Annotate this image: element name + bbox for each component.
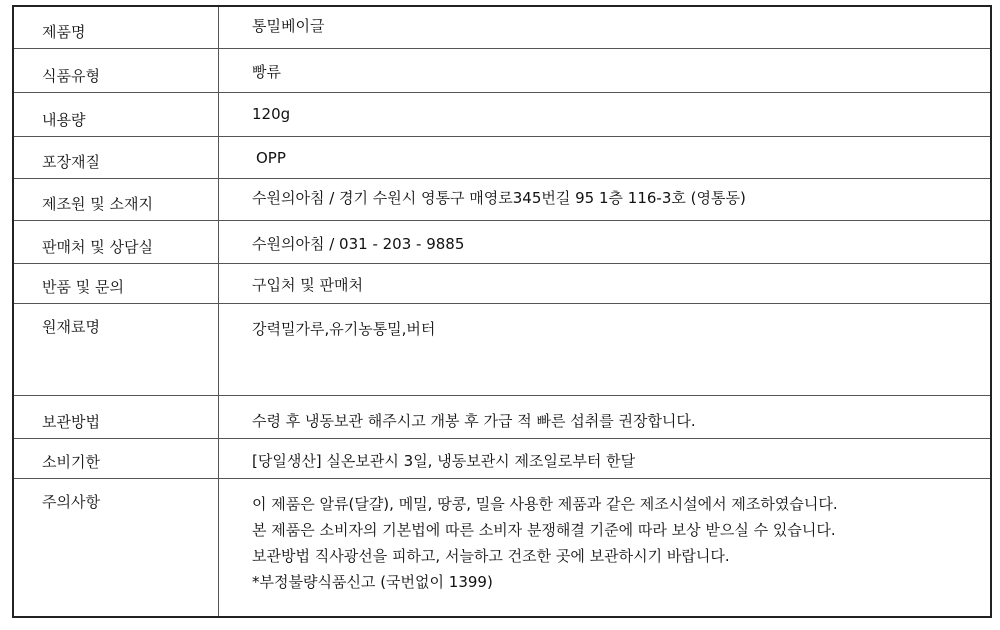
value-product-name: 통밀베이글 <box>252 17 325 35</box>
value-returns: 구입처 및 판매처 <box>252 276 363 294</box>
caution-line-1: 이 제품은 알류(달걀), 메밀, 땅콩, 밀을 사용한 제품과 같은 제조시설에서 제조하였습니다. <box>252 495 838 513</box>
label-storage: 보관방법 <box>14 396 219 438</box>
caution-line-4: *부정불량식품신고 (국번없이 1399) <box>252 573 493 591</box>
value-expiry: [당일생산] 실온보관시 3일, 냉동보관시 제조일로부터 한달 <box>252 452 636 470</box>
label-ingredients: 원재료명 <box>14 304 219 395</box>
row-net-weight <box>14 93 990 137</box>
label-packaging: 포장재질 <box>14 137 219 178</box>
row-food-type <box>14 49 990 93</box>
value-packaging: OPP <box>256 149 286 167</box>
label-manufacturer: 제조원 및 소재지 <box>14 179 219 220</box>
row-seller <box>14 221 990 264</box>
row-product-name <box>14 7 990 49</box>
label-expiry: 소비기한 <box>14 439 219 478</box>
label-caution: 주의사항 <box>14 479 219 616</box>
value-food-type: 빵류 <box>252 63 281 81</box>
row-manufacturer <box>14 179 990 221</box>
row-ingredients <box>14 304 990 396</box>
row-caution <box>14 479 990 616</box>
value-caution <box>219 479 990 616</box>
caution-line-2: 본 제품은 소비자의 기본법에 따른 소비자 분쟁해결 기준에 따라 보상 받으실 수 있습니다. <box>252 521 836 539</box>
label-food-type: 식품유형 <box>14 49 219 92</box>
value-seller: 수원의아침 / 031 - 203 - 9885 <box>252 235 465 253</box>
label-seller: 판매처 및 상담실 <box>14 221 219 263</box>
row-expiry <box>14 439 990 479</box>
row-storage <box>14 396 990 439</box>
caution-line-3: 보관방법 직사광선을 피하고, 서늘하고 건조한 곳에 보관하시기 바랍니다. <box>252 547 730 565</box>
value-ingredients: 강력밀가루,유기농통밀,버터 <box>252 320 436 338</box>
row-packaging <box>14 137 990 179</box>
label-net-weight: 내용량 <box>14 93 219 136</box>
value-net-weight: 120g <box>252 105 291 123</box>
label-product-name: 제품명 <box>14 7 219 48</box>
product-info-table <box>12 5 992 618</box>
label-returns: 반품 및 문의 <box>14 264 219 303</box>
value-manufacturer: 수원의아침 / 경기 수원시 영통구 매영로345번길 95 1층 116-3호 (영통동) <box>252 189 746 207</box>
row-returns <box>14 264 990 304</box>
value-storage: 수령 후 냉동보관 해주시고 개봉 후 가급 적 빠른 섭취를 권장합니다. <box>252 412 696 430</box>
